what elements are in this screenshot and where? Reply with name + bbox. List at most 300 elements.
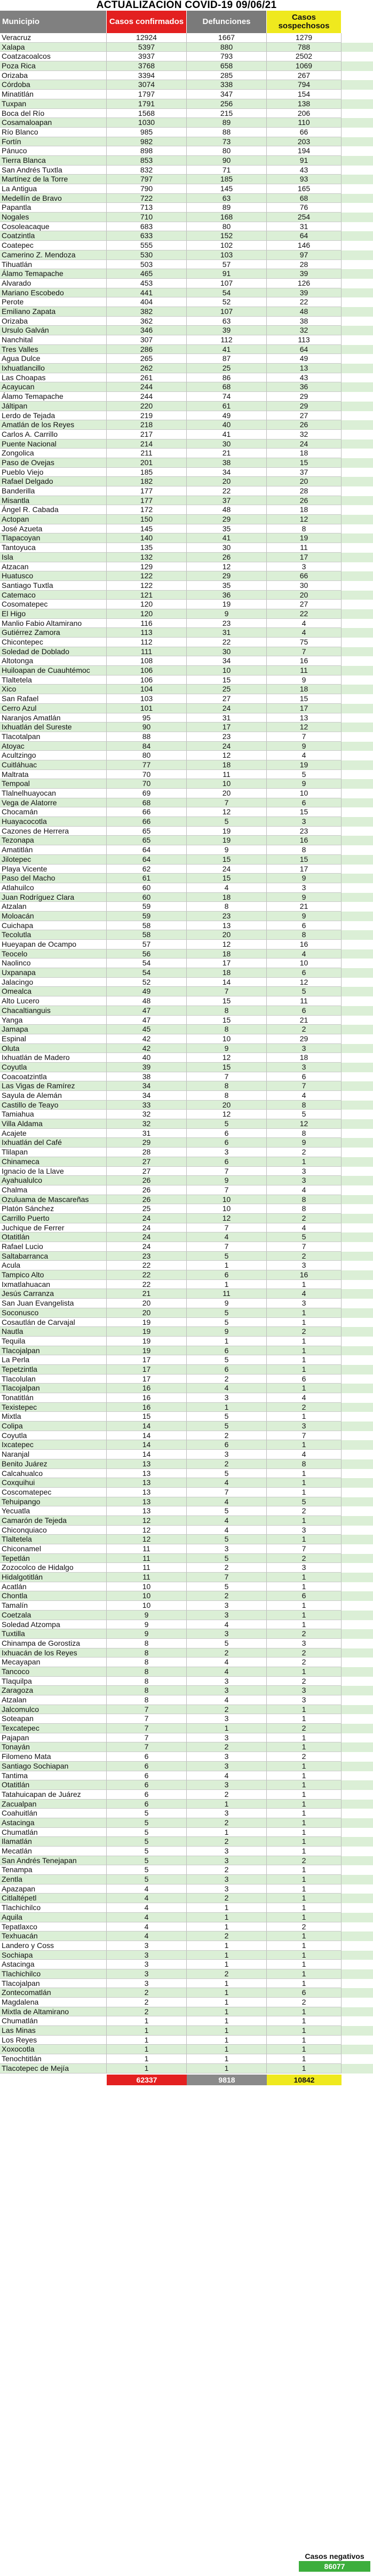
municipio-cell: Tenochtitlán — [0, 2054, 107, 2064]
municipio-cell: Tlacojalpan — [0, 1384, 107, 1393]
table-row — [0, 2036, 373, 2045]
defunciones-cell: 3 — [187, 1847, 267, 1856]
sospechosos-cell: 28 — [267, 260, 342, 270]
table-row — [0, 1875, 373, 1884]
municipio-cell: Acatlán — [0, 1582, 107, 1592]
defunciones-cell: 31 — [187, 628, 267, 638]
municipio-cell: Camarón de Tejeda — [0, 1516, 107, 1526]
confirmados-cell: 218 — [107, 420, 187, 430]
defunciones-cell: 38 — [187, 458, 267, 468]
municipio-cell: Jamapa — [0, 1025, 107, 1034]
municipio-cell: Yecuatla — [0, 1506, 107, 1516]
sospechosos-cell: 1279 — [267, 33, 342, 43]
confirmados-cell: 62 — [107, 865, 187, 874]
defunciones-cell: 6 — [187, 1365, 267, 1375]
defunciones-cell: 3 — [187, 1809, 267, 1818]
table-row — [0, 194, 373, 203]
defunciones-cell: 215 — [187, 109, 267, 119]
table-row — [0, 996, 373, 1006]
confirmados-cell: 145 — [107, 524, 187, 534]
table-row — [0, 1847, 373, 1856]
municipio-cell: Soconusco — [0, 1308, 107, 1318]
confirmados-cell: 66 — [107, 807, 187, 817]
table-row — [0, 345, 373, 355]
table-row — [0, 1412, 373, 1421]
defunciones-cell: 2 — [187, 1563, 267, 1573]
table-row — [0, 2007, 373, 2017]
municipio-cell: Chiconamel — [0, 1544, 107, 1554]
confirmados-cell: 10 — [107, 1601, 187, 1611]
confirmados-cell: 28 — [107, 1148, 187, 1157]
table-row — [0, 1223, 373, 1233]
defunciones-cell: 19 — [187, 600, 267, 609]
table-row — [0, 1969, 373, 1979]
confirmados-cell: 65 — [107, 836, 187, 845]
table-row — [0, 1705, 373, 1715]
confirmados-cell: 244 — [107, 392, 187, 402]
confirmados-cell: 1 — [107, 2064, 187, 2074]
table-row — [0, 553, 373, 562]
confirmados-cell: 58 — [107, 930, 187, 940]
municipio-cell: Naranjal — [0, 1450, 107, 1459]
confirmados-cell: 3394 — [107, 71, 187, 81]
table-row — [0, 109, 373, 119]
confirmados-cell: 261 — [107, 373, 187, 383]
sospechosos-cell: 1 — [267, 1705, 342, 1715]
municipio-cell: Chinampa de Gorostiza — [0, 1639, 107, 1648]
table-row — [0, 1384, 373, 1393]
confirmados-cell: 29 — [107, 1138, 187, 1148]
table-row — [0, 1677, 373, 1686]
defunciones-cell: 10 — [187, 779, 267, 789]
confirmados-cell: 16 — [107, 1384, 187, 1393]
municipio-cell: Villa Aldama — [0, 1119, 107, 1129]
table-row — [0, 1006, 373, 1016]
confirmados-cell: 5 — [107, 1837, 187, 1847]
confirmados-cell: 11 — [107, 1563, 187, 1573]
sospechosos-cell: 2 — [267, 1214, 342, 1223]
defunciones-cell: 107 — [187, 307, 267, 317]
totals-row — [0, 2075, 373, 2085]
table-row — [0, 1308, 373, 1318]
confirmados-cell: 2 — [107, 1988, 187, 1998]
sospechosos-cell: 12 — [267, 722, 342, 732]
table-row — [0, 1686, 373, 1695]
sospechosos-cell: 26 — [267, 420, 342, 430]
table-row — [0, 1573, 373, 1582]
sospechosos-cell: 2 — [267, 1148, 342, 1157]
confirmados-cell: 24 — [107, 1214, 187, 1223]
table-row — [0, 231, 373, 241]
sospechosos-cell: 29 — [267, 392, 342, 402]
sospechosos-cell: 1 — [267, 1469, 342, 1479]
confirmados-cell: 5 — [107, 1818, 187, 1828]
defunciones-cell: 1 — [187, 2036, 267, 2045]
municipio-cell: Mecayapan — [0, 1658, 107, 1667]
municipio-cell: Chalma — [0, 1185, 107, 1195]
confirmados-cell: 404 — [107, 297, 187, 307]
municipio-cell: Nautla — [0, 1327, 107, 1337]
defunciones-cell: 2 — [187, 1931, 267, 1941]
defunciones-cell: 5 — [187, 1318, 267, 1328]
sospechosos-cell: 43 — [267, 166, 342, 175]
defunciones-cell: 880 — [187, 43, 267, 52]
defunciones-cell: 256 — [187, 99, 267, 109]
defunciones-cell: 2 — [187, 1837, 267, 1847]
municipio-cell: Amatlán de los Reyes — [0, 420, 107, 430]
municipio-cell: Atlahuilco — [0, 883, 107, 893]
municipio-cell: Isla — [0, 553, 107, 562]
defunciones-cell: 2 — [187, 1375, 267, 1384]
table-row — [0, 1582, 373, 1592]
municipio-cell: Naranjos Amatlán — [0, 713, 107, 723]
table-row — [0, 1327, 373, 1337]
defunciones-cell: 41 — [187, 345, 267, 355]
confirmados-cell: 121 — [107, 591, 187, 600]
defunciones-cell: 10 — [187, 1195, 267, 1205]
sospechosos-cell: 43 — [267, 373, 342, 383]
sospechosos-cell: 8 — [267, 845, 342, 855]
table-row — [0, 1129, 373, 1138]
table-row — [0, 930, 373, 940]
sospechosos-cell: 10 — [267, 959, 342, 968]
confirmados-cell: 106 — [107, 676, 187, 685]
sospechosos-cell: 4 — [267, 1091, 342, 1101]
municipio-cell: Alto Lucero — [0, 996, 107, 1006]
defunciones-cell: 5 — [187, 1506, 267, 1516]
defunciones-cell: 168 — [187, 213, 267, 222]
defunciones-cell: 338 — [187, 80, 267, 90]
confirmados-cell: 19 — [107, 1346, 187, 1356]
sospechosos-cell: 2502 — [267, 52, 342, 61]
table-row — [0, 1148, 373, 1157]
municipio-cell: Chiconquiaco — [0, 1526, 107, 1535]
table-row — [0, 1762, 373, 1771]
confirmados-cell: 8 — [107, 1639, 187, 1648]
municipio-cell: Ixhuatlán del Sureste — [0, 722, 107, 732]
confirmados-cell: 12924 — [107, 33, 187, 43]
sospechosos-cell: 1 — [267, 1365, 342, 1375]
sospechosos-cell: 5 — [267, 1497, 342, 1507]
sospechosos-cell: 7 — [267, 1544, 342, 1554]
table-row — [0, 912, 373, 921]
table-row — [0, 80, 373, 90]
sospechosos-cell: 13 — [267, 364, 342, 373]
table-row — [0, 1960, 373, 1969]
table-row — [0, 959, 373, 968]
table-row — [0, 1601, 373, 1611]
table-row — [0, 1157, 373, 1167]
municipio-cell: Las Minas — [0, 2026, 107, 2036]
confirmados-cell: 790 — [107, 184, 187, 194]
defunciones-cell: 86 — [187, 373, 267, 383]
defunciones-cell: 36 — [187, 591, 267, 600]
confirmados-cell: 88 — [107, 732, 187, 742]
table-row — [0, 807, 373, 817]
sospechosos-cell: 8 — [267, 930, 342, 940]
sospechosos-cell: 5 — [267, 987, 342, 996]
sospechosos-cell: 19 — [267, 533, 342, 543]
table-row — [0, 1931, 373, 1941]
sospechosos-cell: 1 — [267, 1847, 342, 1856]
sospechosos-cell: 2 — [267, 1506, 342, 1516]
sospechosos-cell: 9 — [267, 893, 342, 902]
sospechosos-cell: 1 — [267, 2054, 342, 2064]
sospechosos-cell: 3 — [267, 1044, 342, 1054]
sospechosos-cell: 22 — [267, 297, 342, 307]
table-row — [0, 713, 373, 723]
confirmados-cell: 95 — [107, 713, 187, 723]
sospechosos-cell: 17 — [267, 865, 342, 874]
confirmados-cell: 1030 — [107, 118, 187, 128]
table-row — [0, 1639, 373, 1648]
sospechosos-cell: 1 — [267, 2036, 342, 2045]
sospechosos-cell: 29 — [267, 1034, 342, 1044]
confirmados-cell: 853 — [107, 156, 187, 166]
sospechosos-cell: 8 — [267, 524, 342, 534]
sospechosos-cell: 93 — [267, 175, 342, 184]
defunciones-cell: 5 — [187, 1412, 267, 1421]
municipio-cell: Tlaquilpa — [0, 1677, 107, 1686]
sospechosos-cell: 4 — [267, 628, 342, 638]
table-body — [0, 33, 373, 2074]
table-row — [0, 978, 373, 987]
sospechosos-cell: 1 — [267, 1790, 342, 1800]
table-row — [0, 1780, 373, 1790]
sospechosos-cell: 29 — [267, 402, 342, 411]
municipio-cell: Tonatitlán — [0, 1393, 107, 1403]
defunciones-cell: 34 — [187, 656, 267, 666]
table-row — [0, 1922, 373, 1932]
sospechosos-cell: 10 — [267, 789, 342, 798]
table-row — [0, 1101, 373, 1110]
municipio-cell: Colipa — [0, 1421, 107, 1431]
confirmados-cell: 3074 — [107, 80, 187, 90]
confirmados-cell: 286 — [107, 345, 187, 355]
sospechosos-cell: 1 — [267, 1412, 342, 1421]
municipio-cell: San Andrés Tuxtla — [0, 166, 107, 175]
confirmados-cell: 27 — [107, 1157, 187, 1167]
municipio-cell: Cerro Azul — [0, 704, 107, 713]
sospechosos-cell: 254 — [267, 213, 342, 222]
defunciones-cell: 87 — [187, 354, 267, 364]
table-row — [0, 1611, 373, 1620]
municipio-cell: Xico — [0, 685, 107, 694]
total-sospechosos: 10842 — [267, 2075, 342, 2085]
confirmados-cell: 362 — [107, 317, 187, 326]
table-row — [0, 335, 373, 345]
sospechosos-cell: 1 — [267, 1865, 342, 1875]
confirmados-cell: 150 — [107, 515, 187, 524]
table-row — [0, 354, 373, 364]
defunciones-cell: 3 — [187, 1875, 267, 1884]
defunciones-cell: 3 — [187, 1148, 267, 1157]
sospechosos-cell: 3 — [267, 1176, 342, 1185]
defunciones-cell: 1 — [187, 1403, 267, 1412]
confirmados-cell: 120 — [107, 609, 187, 619]
municipio-cell: Vega de Alatorre — [0, 798, 107, 808]
confirmados-cell: 982 — [107, 137, 187, 147]
municipio-cell: Perote — [0, 297, 107, 307]
defunciones-cell: 24 — [187, 704, 267, 713]
table-row — [0, 2045, 373, 2054]
municipio-cell: Otatitlán — [0, 1780, 107, 1790]
defunciones-cell: 5 — [187, 1308, 267, 1318]
table-row — [0, 288, 373, 298]
confirmados-cell: 11 — [107, 1573, 187, 1582]
defunciones-cell: 658 — [187, 61, 267, 71]
defunciones-cell: 2 — [187, 1591, 267, 1601]
confirmados-cell: 219 — [107, 411, 187, 421]
defunciones-cell: 7 — [187, 1072, 267, 1082]
table-row — [0, 949, 373, 959]
defunciones-cell: 4 — [187, 1497, 267, 1507]
sospechosos-cell: 2 — [267, 1252, 342, 1261]
defunciones-cell: 5 — [187, 1119, 267, 1129]
municipio-cell: Astacinga — [0, 1818, 107, 1828]
confirmados-cell: 5397 — [107, 43, 187, 52]
table-row — [0, 789, 373, 798]
defunciones-cell: 285 — [187, 71, 267, 81]
defunciones-cell: 73 — [187, 137, 267, 147]
confirmados-cell: 48 — [107, 996, 187, 1006]
table-row — [0, 1431, 373, 1441]
defunciones-cell: 5 — [187, 1421, 267, 1431]
table-row — [0, 1469, 373, 1479]
defunciones-cell: 185 — [187, 175, 267, 184]
confirmados-cell: 3 — [107, 1941, 187, 1951]
confirmados-cell: 201 — [107, 458, 187, 468]
confirmados-cell: 69 — [107, 789, 187, 798]
municipio-cell: Teocelo — [0, 949, 107, 959]
sospechosos-cell: 24 — [267, 439, 342, 449]
defunciones-cell: 12 — [187, 1214, 267, 1223]
municipio-cell: Chinameca — [0, 1157, 107, 1167]
table-row — [0, 496, 373, 506]
sospechosos-cell: 8 — [267, 1459, 342, 1469]
sospechosos-cell: 3 — [267, 1695, 342, 1705]
defunciones-cell: 1 — [187, 1960, 267, 1969]
sospechosos-cell: 154 — [267, 90, 342, 99]
confirmados-cell: 8 — [107, 1686, 187, 1695]
sospechosos-cell: 7 — [267, 732, 342, 742]
defunciones-cell: 4 — [187, 1516, 267, 1526]
municipio-cell: Veracruz — [0, 33, 107, 43]
sospechosos-cell: 9 — [267, 676, 342, 685]
defunciones-cell: 89 — [187, 118, 267, 128]
defunciones-cell: 4 — [187, 1384, 267, 1393]
sospechosos-cell: 18 — [267, 1053, 342, 1063]
sospechosos-cell: 2 — [267, 1752, 342, 1762]
defunciones-cell: 3 — [187, 1677, 267, 1686]
confirmados-cell: 54 — [107, 959, 187, 968]
confirmados-cell: 9 — [107, 1620, 187, 1630]
table-row — [0, 90, 373, 99]
sospechosos-cell: 1 — [267, 1346, 342, 1356]
municipio-cell: Zacualpan — [0, 1800, 107, 1809]
defunciones-cell: 63 — [187, 317, 267, 326]
sospechosos-cell: 5 — [267, 770, 342, 780]
sospechosos-cell: 23 — [267, 827, 342, 836]
confirmados-cell: 57 — [107, 940, 187, 949]
confirmados-cell: 7 — [107, 1733, 187, 1743]
sospechosos-cell: 1 — [267, 1488, 342, 1497]
sospechosos-cell: 3 — [267, 1261, 342, 1270]
confirmados-cell: 6 — [107, 1780, 187, 1790]
defunciones-cell: 52 — [187, 297, 267, 307]
defunciones-cell: 12 — [187, 1110, 267, 1119]
sospechosos-cell: 4 — [267, 1450, 342, 1459]
municipio-cell: Amatitlán — [0, 845, 107, 855]
table-row — [0, 1790, 373, 1800]
confirmados-cell: 52 — [107, 978, 187, 987]
municipio-cell: Moloacán — [0, 912, 107, 921]
table-row — [0, 1185, 373, 1195]
defunciones-cell: 152 — [187, 231, 267, 241]
defunciones-cell: 9 — [187, 1299, 267, 1308]
defunciones-cell: 1 — [187, 1828, 267, 1837]
municipio-cell: Tecolutla — [0, 930, 107, 940]
confirmados-cell: 211 — [107, 449, 187, 458]
sospechosos-cell: 13 — [267, 713, 342, 723]
municipio-cell: Citlaltépetl — [0, 1894, 107, 1903]
defunciones-cell: 63 — [187, 194, 267, 203]
municipio-cell: Texistepec — [0, 1403, 107, 1412]
municipio-cell: Cosautlán de Carvajal — [0, 1318, 107, 1328]
table-row — [0, 1658, 373, 1667]
municipio-cell: Tierra Blanca — [0, 156, 107, 166]
table-row — [0, 1894, 373, 1903]
defunciones-cell: 12 — [187, 807, 267, 817]
municipio-cell: Álamo Temapache — [0, 392, 107, 402]
defunciones-cell: 8 — [187, 1091, 267, 1101]
municipio-cell: Atzalan — [0, 1695, 107, 1705]
sospechosos-cell: 64 — [267, 345, 342, 355]
defunciones-cell: 6 — [187, 1346, 267, 1356]
defunciones-cell: 6 — [187, 1270, 267, 1280]
sospechosos-cell: 165 — [267, 184, 342, 194]
table-row — [0, 562, 373, 572]
defunciones-cell: 37 — [187, 496, 267, 506]
sospechosos-cell: 9 — [267, 874, 342, 883]
table-row — [0, 1063, 373, 1072]
defunciones-cell: 3 — [187, 1733, 267, 1743]
confirmados-cell: 129 — [107, 562, 187, 572]
table-row — [0, 1951, 373, 1960]
municipio-cell: San Andrés Tenejapan — [0, 1856, 107, 1866]
municipio-cell: Emiliano Zapata — [0, 307, 107, 317]
municipio-cell: Carlos A. Carrillo — [0, 430, 107, 439]
municipio-cell: Yanga — [0, 1016, 107, 1025]
sospechosos-cell: 2 — [267, 1677, 342, 1686]
table-row — [0, 1299, 373, 1308]
table-row — [0, 1526, 373, 1535]
municipio-cell: Tlacotalpan — [0, 732, 107, 742]
sospechosos-cell: 32 — [267, 430, 342, 439]
sospechosos-cell: 68 — [267, 194, 342, 203]
table-row — [0, 1648, 373, 1658]
confirmados-cell: 1568 — [107, 109, 187, 119]
confirmados-cell: 19 — [107, 1318, 187, 1328]
sospechosos-cell: 1069 — [267, 61, 342, 71]
table-row — [0, 2054, 373, 2064]
defunciones-cell: 91 — [187, 269, 267, 279]
municipio-cell: Tehuipango — [0, 1497, 107, 1507]
defunciones-cell: 8 — [187, 1081, 267, 1091]
defunciones-cell: 7 — [187, 1242, 267, 1252]
confirmados-cell: 26 — [107, 1195, 187, 1205]
confirmados-cell: 54 — [107, 968, 187, 978]
